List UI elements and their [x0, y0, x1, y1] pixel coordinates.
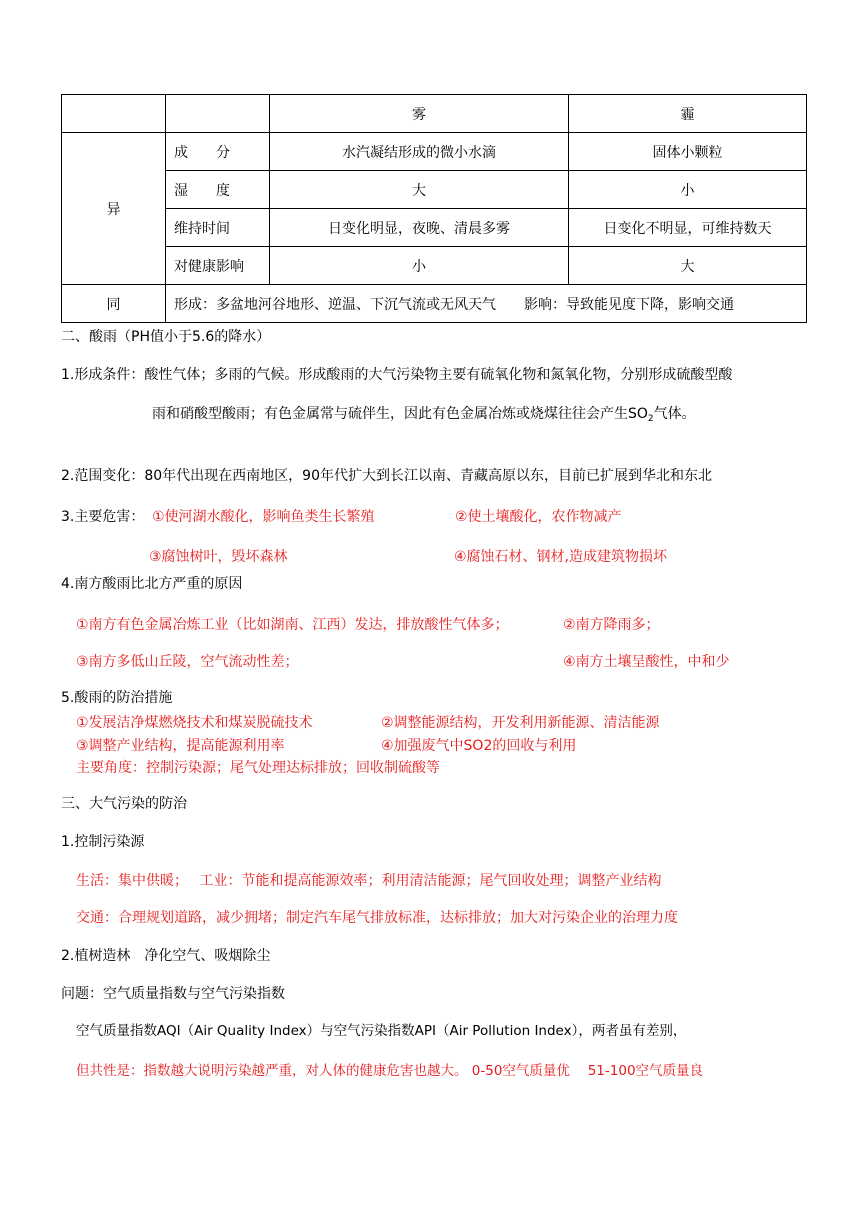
formation-conditions-line1: 1.形成条件：酸性气体；多雨的气候。形成酸雨的大气污染物主要有硫氧化物和氮氧化物，分别形成硫酸型酸 [61, 367, 733, 383]
formation-text-a: 雨和硝酸型酸雨；有色金属常与硫伴生，因此有色金属冶炼或烧煤往往会产生SO [152, 406, 648, 422]
fog-cell: 水汽凝结形成的微小水滴 [270, 133, 569, 171]
acid-rain-heading: 二、酸雨（PH值小于5.6的降水） [61, 329, 271, 345]
header-cell-empty-1 [62, 95, 166, 133]
fog-haze-comparison-table [61, 94, 807, 323]
header-fog: 雾 [270, 95, 569, 133]
formation-text-b: 气体。 [653, 406, 696, 422]
diff-label: 异 [62, 133, 166, 285]
measure-row-2 [76, 735, 856, 753]
harm-item-2: ②使土壤酸化，农作物减产 [455, 509, 622, 525]
reason-item-3: ③南方多低山丘陵，空气流动性差； [76, 654, 299, 670]
measure-item-4: ④加强废气中SO2的回收与利用 [381, 738, 577, 754]
harm-item-3: ③腐蚀树叶，毁坏森林 [149, 549, 288, 565]
harm-item-4: ④腐蚀石材、钢材,造成建筑物损坏 [454, 549, 668, 565]
attr-cell: 对健康影响 [166, 247, 270, 285]
fog-cell: 小 [270, 247, 569, 285]
reason-item-4: ④南方土壤呈酸性，中和少 [563, 654, 730, 670]
same-label: 同 [62, 285, 166, 323]
harm-label: 3.主要危害： [61, 509, 145, 525]
measure-item-2: ②调整能源结构，开发利用新能源、清洁能源 [381, 715, 660, 731]
pollution-control-heading: 三、大气污染的防治 [61, 796, 187, 812]
table-row [62, 209, 807, 247]
measure-row-1 [76, 712, 856, 730]
measure-item-1: ①发展洁净煤燃烧技术和煤炭脱硫技术 [76, 715, 313, 731]
haze-cell: 大 [569, 247, 807, 285]
reason-row-2 [76, 651, 856, 669]
haze-cell: 固体小颗粒 [569, 133, 807, 171]
attr-cell: 维持时间 [166, 209, 270, 247]
header-haze: 霾 [569, 95, 807, 133]
traffic-measures: 交通：合理规划道路，减少拥堵；制定汽车尾气排放标准，达标排放；加大对污染企业的治理力度 [76, 910, 678, 926]
table-header-row [62, 95, 807, 133]
common-point-line: 但共性是：指数越大说明污染越严重，对人体的健康危害也越大。 0-50空气质量优 51-100空气质量良 [76, 1063, 704, 1079]
life-industry-measures: 生活：集中供暖； 工业：节能和提高能源效率；利用清洁能源；尾气回收处理；调整产业结构 [76, 873, 662, 889]
header-cell-empty-2 [166, 95, 270, 133]
attr-cell: 湿 度 [166, 171, 270, 209]
table-row [62, 133, 807, 171]
table-row-same [62, 285, 807, 323]
measure-item-3: ③调整产业结构，提高能源利用率 [76, 738, 285, 754]
attr-cell: 成 分 [166, 133, 270, 171]
fog-cell: 大 [270, 171, 569, 209]
table-row [62, 171, 807, 209]
aqi-api-line: 空气质量指数AQI（Air Quality Index）与空气污染指数API（Air Pollution Index），两者虽有差别， [76, 1023, 687, 1039]
question-heading: 问题：空气质量指数与空气污染指数 [61, 986, 285, 1002]
harm-item-1: ①使河湖水酸化，影响鱼类生长繁殖 [152, 509, 375, 525]
afforestation: 2.植树造林 净化空气、吸烟除尘 [61, 948, 271, 964]
reason-row-1 [76, 614, 856, 632]
control-source-heading: 1.控制污染源 [61, 834, 145, 850]
same-text: 形成：多盆地河谷地形、逆温、下沉气流或无风天气 影响：导致能见度下降，影响交通 [166, 285, 807, 323]
harm-row-2 [61, 546, 841, 564]
haze-cell: 小 [569, 171, 807, 209]
prevention-heading: 5.酸雨的防治措施 [61, 690, 173, 706]
range-change: 2.范围变化：80年代出现在西南地区，90年代扩大到长江以南、青藏高原以东，目前已扩展到华北和东北 [61, 468, 712, 484]
reason-item-1: ①南方有色金属冶炼工业（比如湖南、江西）发达，排放酸性气体多； [76, 617, 509, 633]
table-row [62, 247, 807, 285]
haze-cell: 日变化不明显，可维持数天 [569, 209, 807, 247]
fog-cell: 日变化明显，夜晚、清晨多雾 [270, 209, 569, 247]
formation-conditions-line2 [152, 405, 696, 423]
so2-subscript: 2 [647, 414, 654, 424]
south-north-reason-heading: 4.南方酸雨比北方严重的原因 [61, 576, 243, 592]
reason-item-2: ②南方降雨多； [563, 617, 660, 633]
harm-row-1 [61, 506, 841, 524]
measure-main-angle: 主要角度：控制污染源；尾气处理达标排放；回收制硫酸等 [76, 760, 440, 776]
